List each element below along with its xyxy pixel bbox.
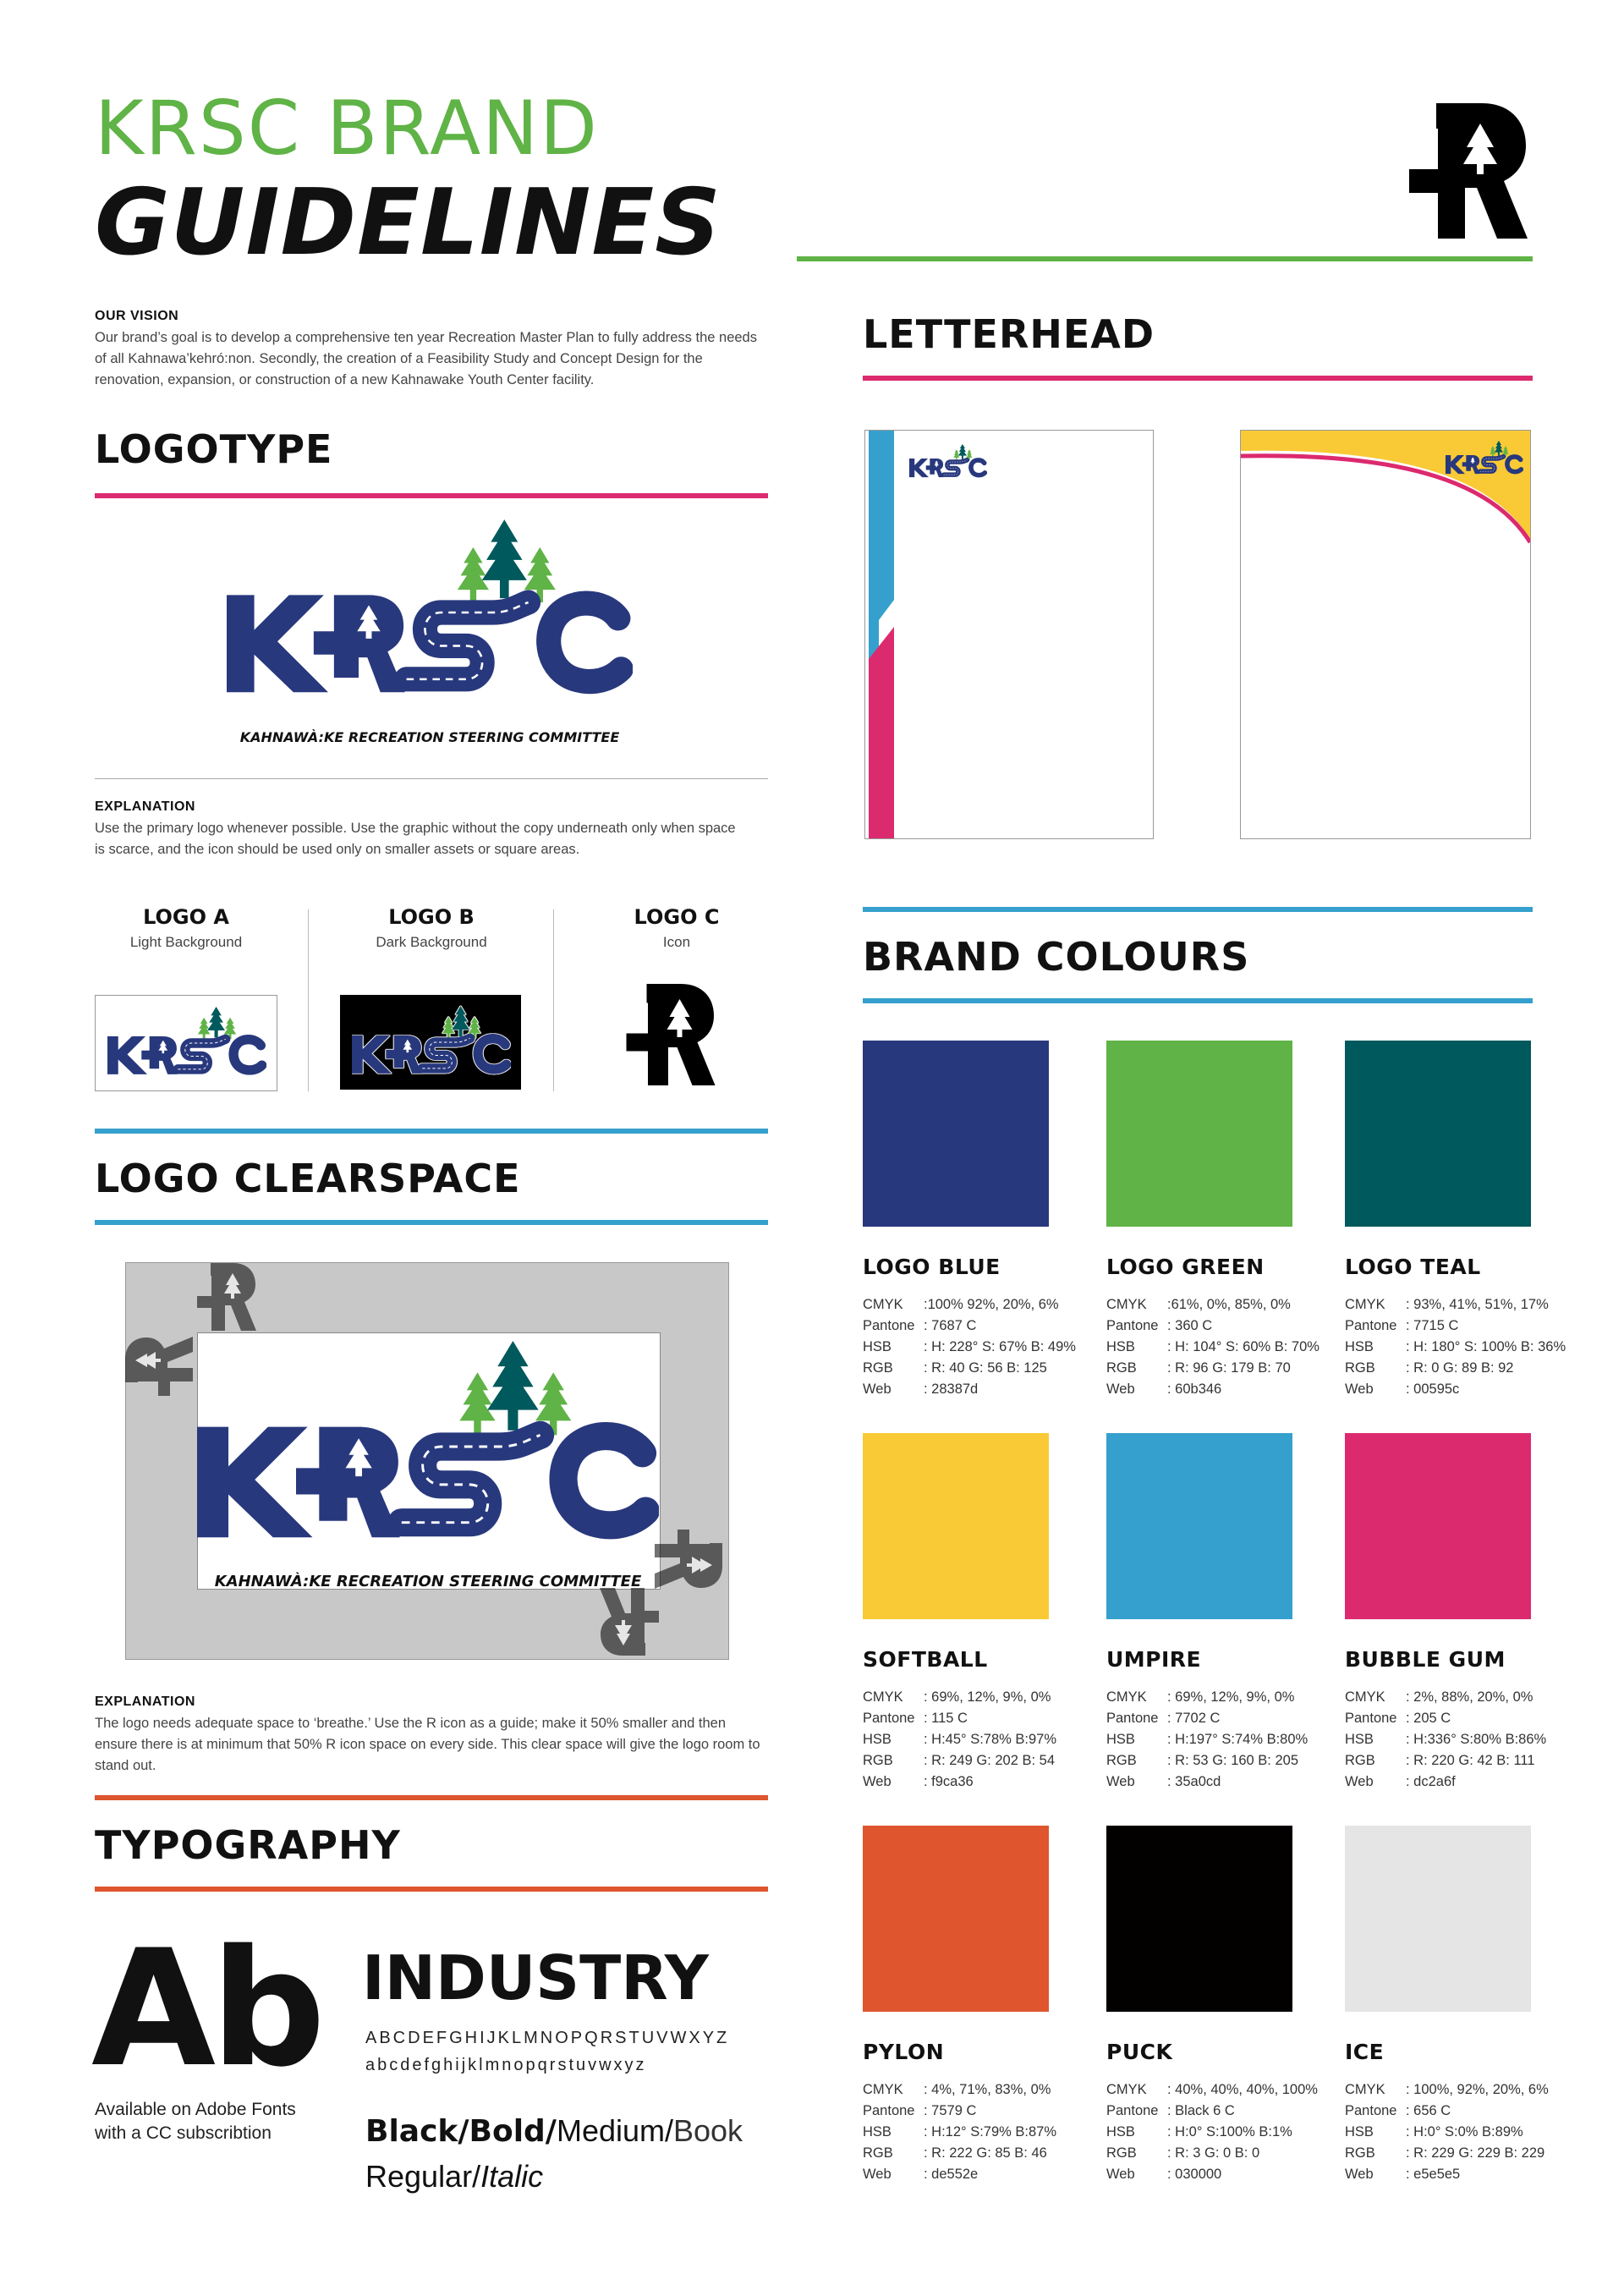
spec-value-web: : 60b346 [1167,1381,1222,1397]
spec-row-hsb [1106,2122,1318,2143]
spec-label-web: Web [1106,1774,1135,1789]
spec-value-rgb: : R: 222 G: 85 B: 46 [924,2145,1047,2161]
spec-label-cmyk: CMYK [863,2082,903,2097]
lowercase-alphabet: abcdefghijklmnopqrstuvwxyz [365,2056,647,2074]
spec-value-cmyk: :61%, 0%, 85%, 0% [1167,1297,1291,1312]
spec-label-cmyk: CMYK [1345,2082,1385,2097]
spec-row-rgb [1345,2143,1549,2164]
spec-label-hsb: HSB [863,1732,892,1747]
spec-value-web: : dc2a6f [1406,1774,1456,1789]
swatch-specs-puck [1106,2079,1318,2185]
spec-value-pantone: : 7715 C [1406,1318,1459,1333]
spec-row-hsb [863,2122,1056,2143]
letterhead-1-side-band [865,431,899,838]
swatch-specs-logo-green [1106,1294,1320,1400]
typography-rule [95,1887,768,1892]
spec-label-cmyk: CMYK [863,1297,903,1312]
spec-value-pantone: : 115 C [924,1711,968,1726]
letterhead-2-logo [1446,439,1523,478]
spec-row-pantone [1106,1316,1320,1337]
spec-row-pantone [1106,2101,1318,2122]
spec-row-cmyk [863,1687,1056,1708]
spec-label-hsb: HSB [1106,2124,1135,2139]
spec-label-rgb: RGB [863,1360,893,1376]
weight-italic: Italic [480,2159,544,2194]
letterhead-heading: LETTERHEAD [863,311,1155,357]
clearspace-r-icon-right [655,1530,722,1589]
title-line-1: KRSC BRAND [95,85,599,172]
spec-row-web [1345,2164,1549,2185]
weights-line-2 [365,2159,543,2194]
spec-label-cmyk: CMYK [1106,2082,1147,2097]
header-rule [797,256,1533,261]
spec-value-hsb: : H: 228° S: 67% B: 49% [924,1339,1076,1354]
spec-row-web [1106,1379,1320,1400]
spec-row-hsb [1345,2122,1549,2143]
spec-row-pantone [863,1708,1056,1729]
spec-value-rgb: : R: 53 G: 160 B: 205 [1167,1753,1299,1768]
swatch-umpire [1106,1433,1292,1619]
logotype-heading: LOGOTYPE [95,426,333,472]
spec-row-web [1345,1771,1546,1793]
brand-colours-top-rule [863,907,1533,912]
clearspace-explanation-text: The logo needs adequate space to ‘breathe.’ Use the R icon as a guide; make it 50% smaller and then ensure there is at minimum that 50% R icon space on every side. This clear space will give the logo room to stand out. [95,1716,760,1773]
logo-b-mark [352,1002,511,1083]
spec-value-rgb: : R: 249 G: 202 B: 54 [924,1753,1056,1768]
spec-row-rgb [863,1358,1076,1379]
spec-row-cmyk [1345,2079,1549,2101]
spec-row-rgb [1106,1358,1320,1379]
spec-label-web: Web [863,2167,892,2182]
spec-label-pantone: Pantone [863,1318,915,1333]
logo-a-subtitle: Light Background [129,934,243,950]
spec-label-hsb: HSB [1106,1339,1135,1354]
logo-tagline: KAHNAWÀ:KE RECREATION STEERING COMMITTEE [239,729,620,745]
swatch-name-softball: SOFTBALL [863,1647,988,1672]
brand-colours-rule [863,998,1533,1003]
spec-row-rgb [863,1750,1056,1771]
spec-value-hsb: : H:0° S:0% B:89% [1406,2124,1523,2139]
spec-label-pantone: Pantone [1345,1318,1397,1333]
spec-row-hsb [1345,1337,1566,1358]
spec-label-hsb: HSB [863,1339,892,1354]
spec-label-pantone: Pantone [863,2103,915,2118]
spec-label-hsb: HSB [1345,1339,1374,1354]
spec-value-hsb: : H: 104° S: 60% B: 70% [1167,1339,1320,1354]
logo-b-box [340,995,521,1090]
spec-row-hsb [1106,1729,1308,1750]
swatch-logo-blue [863,1041,1049,1227]
weights-line-1 [365,2113,743,2149]
uppercase-alphabet: ABCDEFGHIJKLMNOPQRSTUVWXYZ [365,2029,730,2047]
logo-divider-2 [553,909,554,1091]
swatch-specs-bubble-gum [1345,1687,1546,1793]
spec-row-rgb [1106,1750,1308,1771]
spec-label-rgb: RGB [1106,1753,1137,1768]
spec-row-pantone [1106,1708,1308,1729]
spec-value-rgb: : R: 229 G: 229 B: 229 [1406,2145,1545,2161]
spec-value-pantone: : Black 6 C [1167,2103,1235,2118]
logo-a-mark [107,1002,266,1084]
clearspace-r-icon-bottom [600,1588,659,1656]
spec-row-web [863,1771,1056,1793]
spec-label-pantone: Pantone [1345,1711,1397,1726]
spec-value-rgb: : R: 0 G: 89 B: 92 [1406,1360,1514,1376]
spec-value-hsb: : H:12° S:79% B:87% [924,2124,1057,2139]
swatch-specs-logo-blue [863,1294,1076,1400]
r-icon-header [1406,103,1531,239]
spec-value-rgb: : R: 220 G: 42 B: 111 [1406,1753,1535,1768]
spec-label-rgb: RGB [1106,1360,1137,1376]
type-sample: Ab [91,1915,321,2102]
spec-label-rgb: RGB [1106,2145,1137,2161]
spec-row-cmyk [1345,1687,1546,1708]
spec-label-cmyk: CMYK [863,1689,903,1705]
spec-row-cmyk [863,1294,1076,1316]
spec-label-rgb: RGB [1345,2145,1375,2161]
clearspace-logo [197,1332,659,1561]
spec-value-cmyk: : 69%, 12%, 9%, 0% [1167,1689,1295,1705]
weight-black: Black/ [365,2114,469,2149]
swatch-bubble-gum [1345,1433,1531,1619]
spec-label-rgb: RGB [863,1753,893,1768]
letterhead-page-2 [1240,430,1531,839]
letterhead-rule [863,376,1533,381]
typography-top-rule [95,1795,768,1800]
swatch-ice [1345,1826,1531,2012]
logo-a-box [95,995,277,1091]
spec-label-cmyk: CMYK [1106,1297,1147,1312]
logo-c-title: LOGO C [634,905,720,929]
spec-label-hsb: HSB [1345,2124,1374,2139]
spec-row-cmyk [1106,1294,1320,1316]
spec-label-rgb: RGB [1345,1360,1375,1376]
spec-value-cmyk: : 100%, 92%, 20%, 6% [1406,2082,1549,2097]
spec-value-hsb: : H:0° S:100% B:1% [1167,2124,1292,2139]
spec-label-rgb: RGB [1345,1753,1375,1768]
spec-value-pantone: : 656 C [1406,2103,1451,2118]
spec-row-pantone [1345,1708,1546,1729]
spec-label-web: Web [863,1381,892,1397]
spec-label-hsb: HSB [1106,1732,1135,1747]
letterhead-1-logo [909,442,987,481]
logo-b-subtitle: Dark Background [376,934,487,950]
vision-heading: OUR VISION [95,309,179,323]
clearspace-r-icon-left [125,1337,193,1396]
spec-value-web: : 00595c [1406,1381,1460,1397]
swatch-logo-teal [1345,1041,1531,1227]
logo-divider-1 [308,909,309,1091]
brand-colours-heading: BRAND COLOURS [863,934,1250,980]
spec-label-pantone: Pantone [1106,2103,1159,2118]
swatch-name-bubble-gum: BUBBLE GUM [1345,1647,1506,1672]
spec-row-pantone [1345,1316,1566,1337]
spec-value-cmyk: : 93%, 41%, 51%, 17% [1406,1297,1549,1312]
spec-row-web [863,1379,1076,1400]
weight-book: Book [673,2113,743,2148]
clearspace-tagline: KAHNAWÀ:KE RECREATION STEERING COMMITTEE [214,1573,642,1590]
spec-value-web: : e5e5e5 [1406,2167,1461,2182]
spec-row-web [863,2164,1056,2185]
clearspace-diagram [125,1262,729,1660]
swatch-specs-softball [863,1687,1056,1793]
swatch-name-ice: ICE [1345,2040,1385,2064]
logo-c-r-icon [626,984,716,1085]
spec-value-cmyk: :100% 92%, 20%, 6% [924,1297,1059,1312]
spec-label-web: Web [1106,1381,1135,1397]
clearspace-rule [95,1220,768,1225]
spec-value-pantone: : 7687 C [924,1318,977,1333]
spec-label-rgb: RGB [863,2145,893,2161]
spec-row-cmyk [863,2079,1056,2101]
spec-value-web: : 35a0cd [1167,1774,1221,1789]
letterhead-page-1 [864,430,1154,839]
logotype-explanation-heading: EXPLANATION [95,799,195,814]
spec-row-hsb [1106,1337,1320,1358]
clearspace-top-rule [95,1129,768,1134]
spec-value-pantone: : 7702 C [1167,1711,1221,1726]
spec-row-pantone [863,1316,1076,1337]
spec-row-pantone [1345,2101,1549,2122]
swatch-specs-pylon [863,2079,1056,2185]
spec-value-rgb: : R: 3 G: 0 B: 0 [1167,2145,1260,2161]
logo-c-subtitle: Icon [662,934,691,950]
spec-label-hsb: HSB [1345,1732,1374,1747]
spec-row-cmyk [1106,1687,1308,1708]
spec-value-web: : de552e [924,2167,979,2182]
swatch-specs-logo-teal [1345,1294,1566,1400]
clearspace-heading: LOGO CLEARSPACE [95,1156,521,1201]
typography-heading: TYPOGRAPHY [95,1822,401,1868]
swatch-puck [1106,1826,1292,2012]
spec-value-web: : f9ca36 [924,1774,974,1789]
clearspace-r-icon-top [197,1263,256,1331]
swatch-name-puck: PUCK [1106,2040,1173,2064]
spec-label-web: Web [863,1774,892,1789]
title-line-2: GUIDELINES [95,170,721,276]
logo-a-title: LOGO A [143,905,229,929]
weight-regular: Regular/ [365,2159,481,2194]
spec-label-web: Web [1345,2167,1374,2182]
logotype-rule [95,493,768,498]
spec-row-web [1106,2164,1318,2185]
spec-label-pantone: Pantone [1106,1711,1159,1726]
spec-label-pantone: Pantone [1106,1318,1159,1333]
weight-bold: Bold/ [469,2114,557,2149]
spec-value-hsb: : H:197° S:74% B:80% [1167,1732,1309,1747]
spec-label-cmyk: CMYK [1106,1689,1147,1705]
spec-row-web [1345,1379,1566,1400]
spec-value-web: : 28387d [924,1381,979,1397]
spec-value-hsb: : H:45° S:78% B:97% [924,1732,1057,1747]
swatch-name-umpire: UMPIRE [1106,1647,1202,1672]
spec-row-rgb [1345,1750,1546,1771]
spec-label-web: Web [1345,1381,1374,1397]
spec-row-cmyk [1345,1294,1566,1316]
spec-value-hsb: : H:336° S:80% B:86% [1406,1732,1547,1747]
spec-value-cmyk: : 69%, 12%, 9%, 0% [924,1689,1051,1705]
spec-row-web [1106,1771,1308,1793]
logo-b-title: LOGO B [388,905,475,929]
logotype-explanation-text: Use the primary logo whenever possible. Use the graphic without the copy underneath only when space is scarce, and the icon should be used only on smaller assets or square areas. [95,821,736,857]
spec-value-rgb: : R: 40 G: 56 B: 125 [924,1360,1047,1376]
spec-row-hsb [863,1729,1056,1750]
spec-value-pantone: : 360 C [1167,1318,1213,1333]
spec-label-pantone: Pantone [863,1711,915,1726]
swatch-name-logo-green: LOGO GREEN [1106,1255,1265,1279]
spec-value-web: : 030000 [1167,2167,1222,2182]
spec-label-web: Web [1345,1774,1374,1789]
swatch-specs-umpire [1106,1687,1308,1793]
spec-row-rgb [1345,1358,1566,1379]
krsc-logo-primary [227,518,633,707]
swatch-logo-green [1106,1041,1292,1227]
logotype-divider [95,778,768,779]
swatch-name-logo-teal: LOGO TEAL [1345,1255,1481,1279]
spec-value-pantone: : 205 C [1406,1711,1451,1726]
swatch-specs-ice [1345,2079,1549,2185]
spec-row-pantone [863,2101,1056,2122]
type-availability: Available on Adobe Fonts with a CC subscribtion [95,2100,296,2143]
spec-label-pantone: Pantone [1345,2103,1397,2118]
spec-label-cmyk: CMYK [1345,1297,1385,1312]
swatch-softball [863,1433,1049,1619]
spec-label-web: Web [1106,2167,1135,2182]
spec-label-cmyk: CMYK [1345,1689,1385,1705]
vision-text: Our brand’s goal is to develop a comprehensive ten year Recreation Master Plan to fully address the needs of all Kahnawa’kehró:non. Secondly, the creation of a Feasibility Study and Concept Design for the renovation, expansion, or construction of a new Kahnawake Youth Center facility. [95,330,757,387]
spec-row-hsb [863,1337,1076,1358]
spec-row-hsb [1345,1729,1546,1750]
spec-value-cmyk: : 2%, 88%, 20%, 0% [1406,1689,1533,1705]
spec-row-rgb [863,2143,1056,2164]
spec-value-cmyk: : 4%, 71%, 83%, 0% [924,2082,1051,2097]
spec-row-rgb [1106,2143,1318,2164]
font-name: INDUSTRY [362,1942,709,2013]
spec-row-cmyk [1106,2079,1318,2101]
spec-label-hsb: HSB [863,2124,892,2139]
weight-medium: Medium/ [556,2113,673,2148]
swatch-name-pylon: PYLON [863,2040,945,2064]
spec-value-pantone: : 7579 C [924,2103,977,2118]
spec-value-rgb: : R: 96 G: 179 B: 70 [1167,1360,1291,1376]
spec-value-hsb: : H: 180° S: 100% B: 36% [1406,1339,1566,1354]
swatch-name-logo-blue: LOGO BLUE [863,1255,1001,1279]
clearspace-explanation-heading: EXPLANATION [95,1695,195,1709]
swatch-pylon [863,1826,1049,2012]
spec-value-cmyk: : 40%, 40%, 40%, 100% [1167,2082,1318,2097]
